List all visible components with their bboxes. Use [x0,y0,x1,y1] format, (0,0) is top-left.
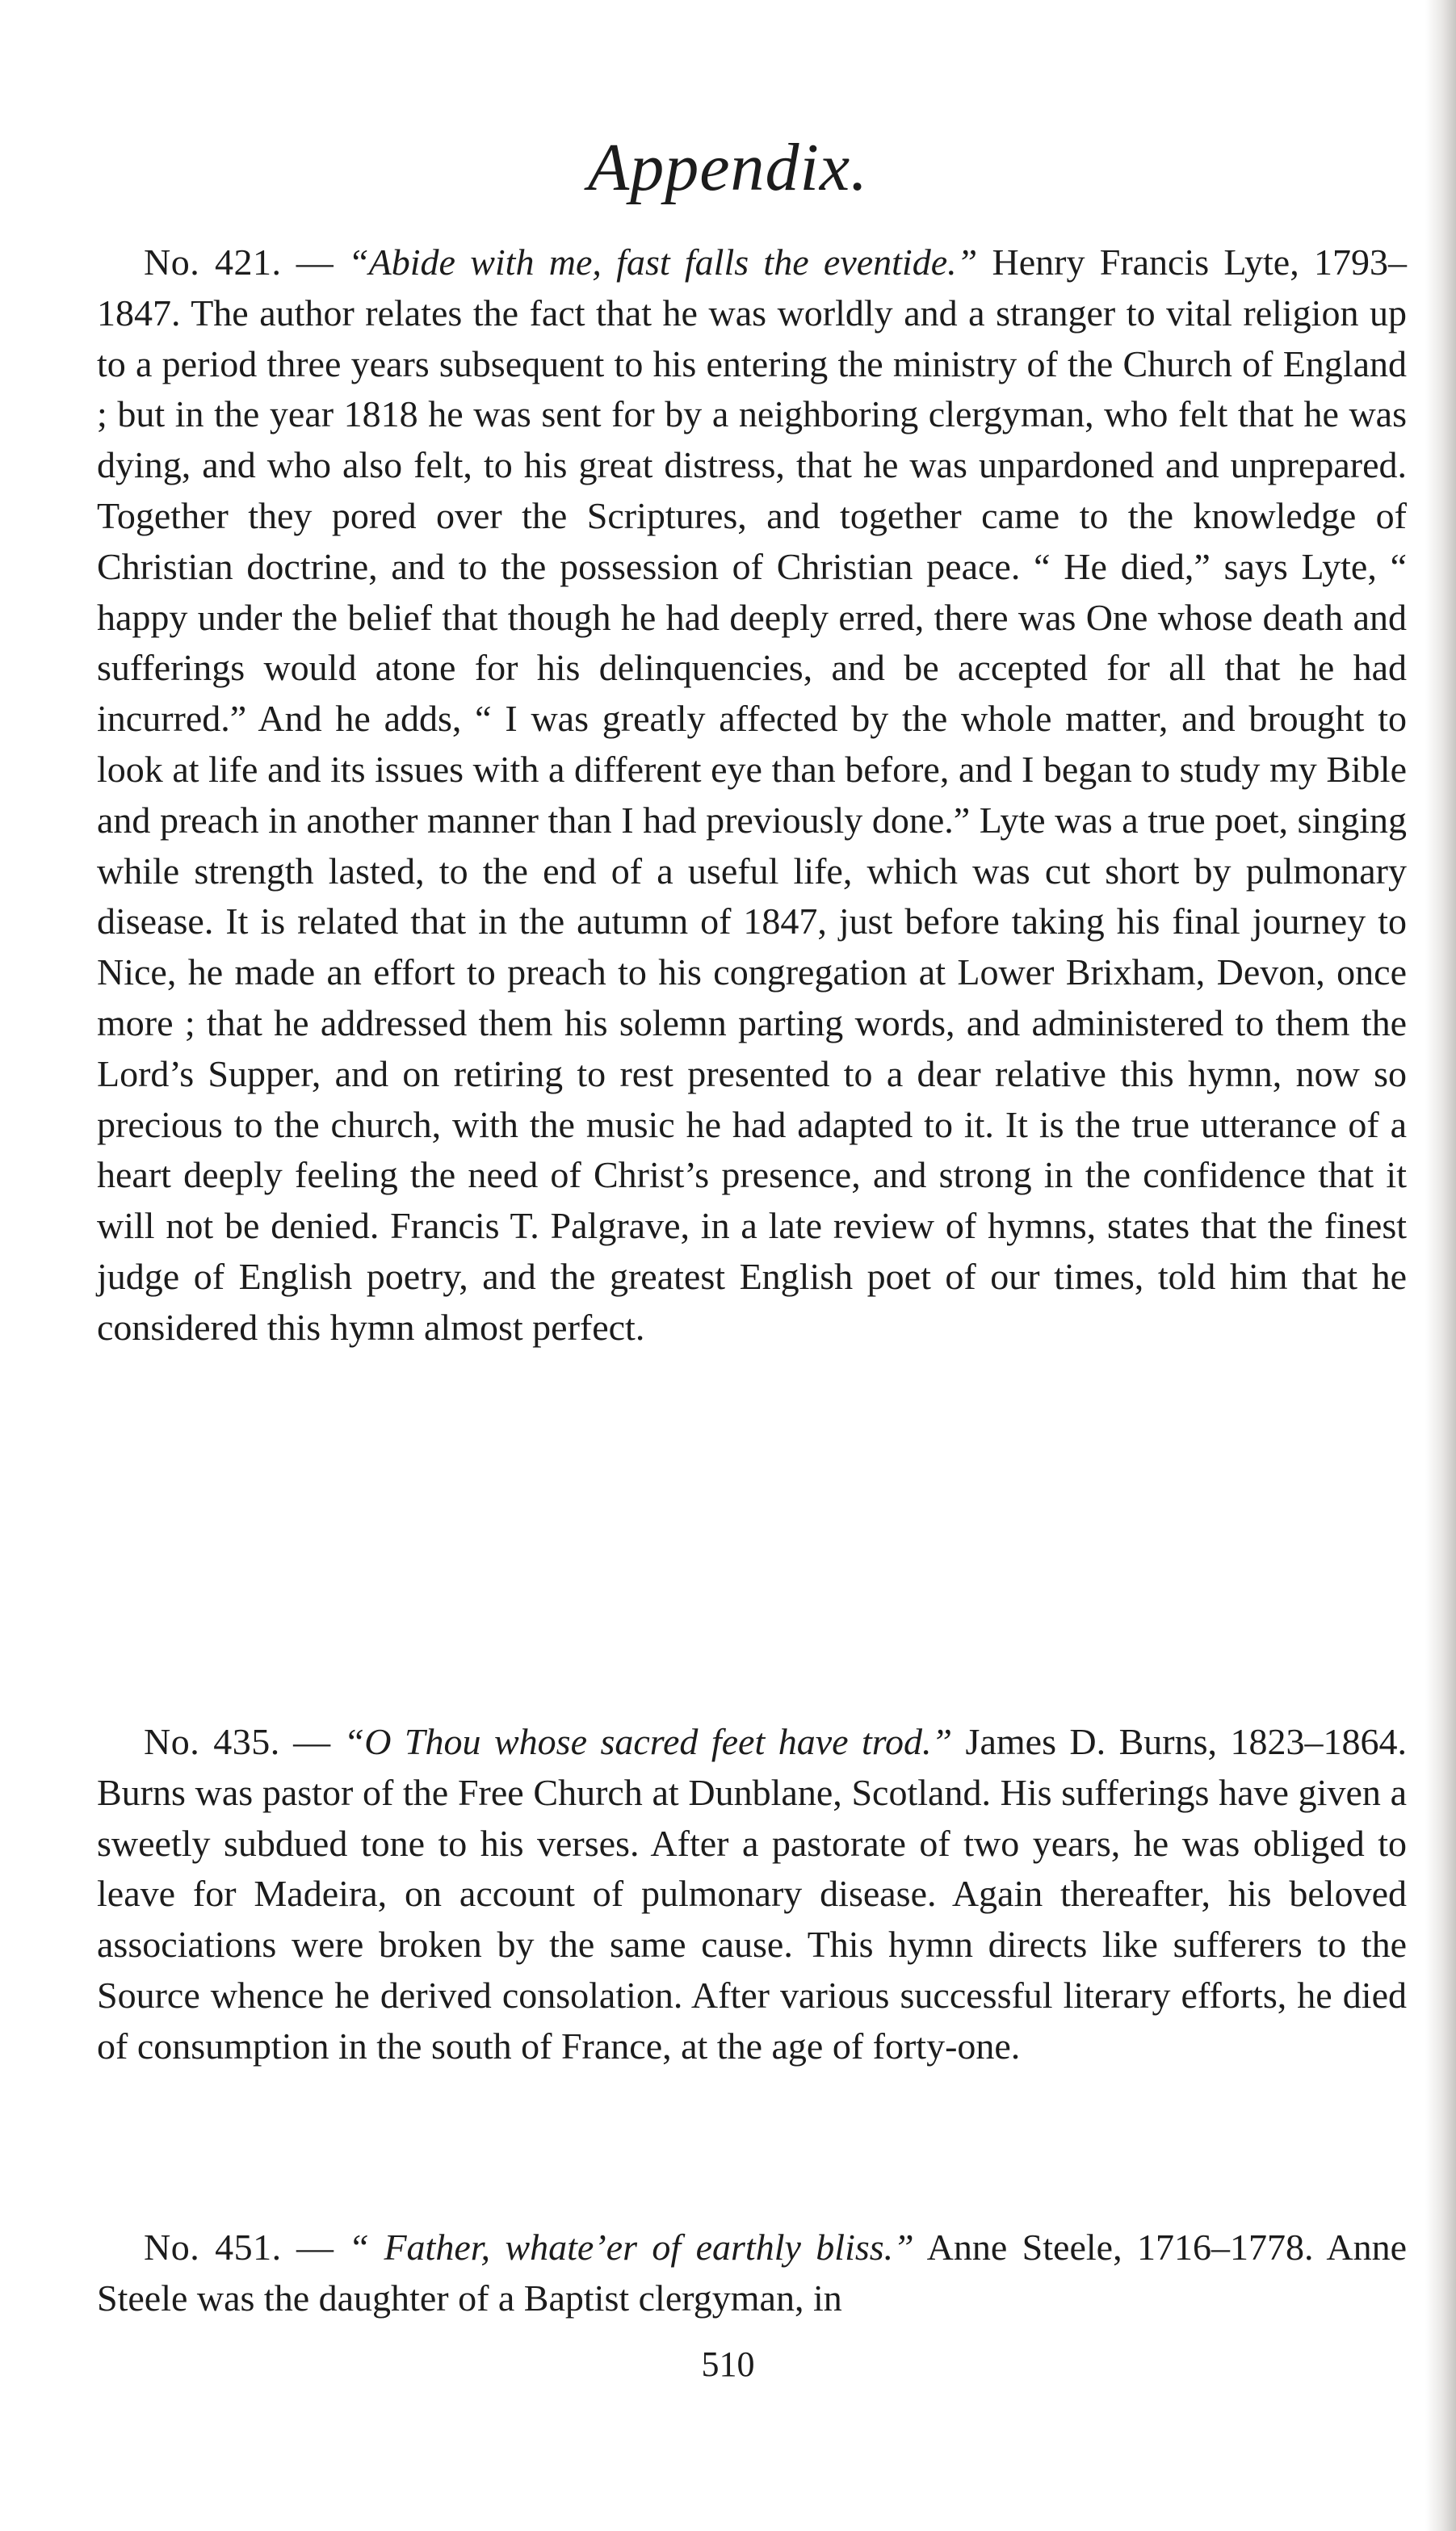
hymn-first-line: “Abide with me, fast falls the eventide.” [348,241,978,283]
entry-paragraph [97,237,1407,1354]
hymn-note-435 [97,1717,1407,2072]
hymn-note-421 [97,237,1407,1354]
entry-dash: — [281,2227,349,2268]
page-number: 510 [701,2344,755,2384]
entry-number: No. 421. [144,241,282,283]
entry-body: Anne Steele, 1716–1778. Anne Steele was the daughter of a Baptist clergyman, in [97,2227,1407,2319]
entry-dash: — [281,241,349,283]
entry-body: James D. Burns, 1823–1864. Burns was pastor of the Free Church at Dunblane, Scotland. His sufferings have given a sweetly subdued tone to his verses. After a pastorate of two years, he was obliged to leave for Madeira, on account of pulmonary disease. Again thereafter, his beloved associations were broken by the same cause. This hymn directs like sufferers to the Source whence he derived consolation. After various successful literary efforts, he died of consumption in the south of France, at the age of forty-one. [97,1721,1407,2067]
page-edge-shadow [1425,0,1456,2531]
entry-paragraph [97,2222,1407,2324]
entry-body: Henry Francis Lyte, 1793–1847. The author relates the fact that he was worldly and a stranger to vital religion up to a period three years subsequent to his entering the ministry of the Church of England ; but in the year 1818 he was sent for by a neighboring clergyman, who felt that he was dying, and who also felt, to his great distress, that he was unpardoned and unprepared. Together they pored over the Scriptures, and together came to the knowledge of Christian doctrine, and to the possession of Christian peace. “ He died,” says Lyte, “ happy under the belief that though he had deeply erred, there was One whose death and sufferings would atone for his delinquencies, and be accepted for all that he had incurred.” And he adds, “ I was greatly affected by the whole matter, and brought to look at life and its issues with a different eye than before, and I began to study my Bible and preach in another manner than I had previously done.” Lyte was a true poet, singing while strength lasted, to the end of a useful life, which was cut short by pulmonary disease. It is related that in the autumn of 1847, just before taking his final journey to Nice, he made an effort to preach to his congregation at Lower Brixham, Devon, once more ; that he addressed them his solemn parting words, and administered to them the Lord’s Supper, and on retiring to rest presented to a dear relative this hymn, now so precious to the church, with the music he had adapted to it. It is the true utterance of a heart deeply feeling the need of Christ’s presence, and strong in the confidence that it will not be denied. Francis T. Palgrave, in a late review of hymns, states that the finest judge of English poetry, and the greatest English poet of our times, told him that he considered this hymn almost perfect. [97,241,1407,1348]
entry-number: No. 451. [144,2227,282,2268]
entry-paragraph [97,1717,1407,2072]
hymn-first-line: “O Thou whose sacred feet have trod.” [343,1721,953,1762]
entry-dash: — [279,1721,344,1762]
page-title: Appendix. [587,130,869,205]
entry-number: No. 435. [144,1721,280,1762]
hymn-first-line: “ Father, whate’er of earthly bliss.” [348,2227,914,2268]
hymn-note-451 [97,2222,1407,2324]
